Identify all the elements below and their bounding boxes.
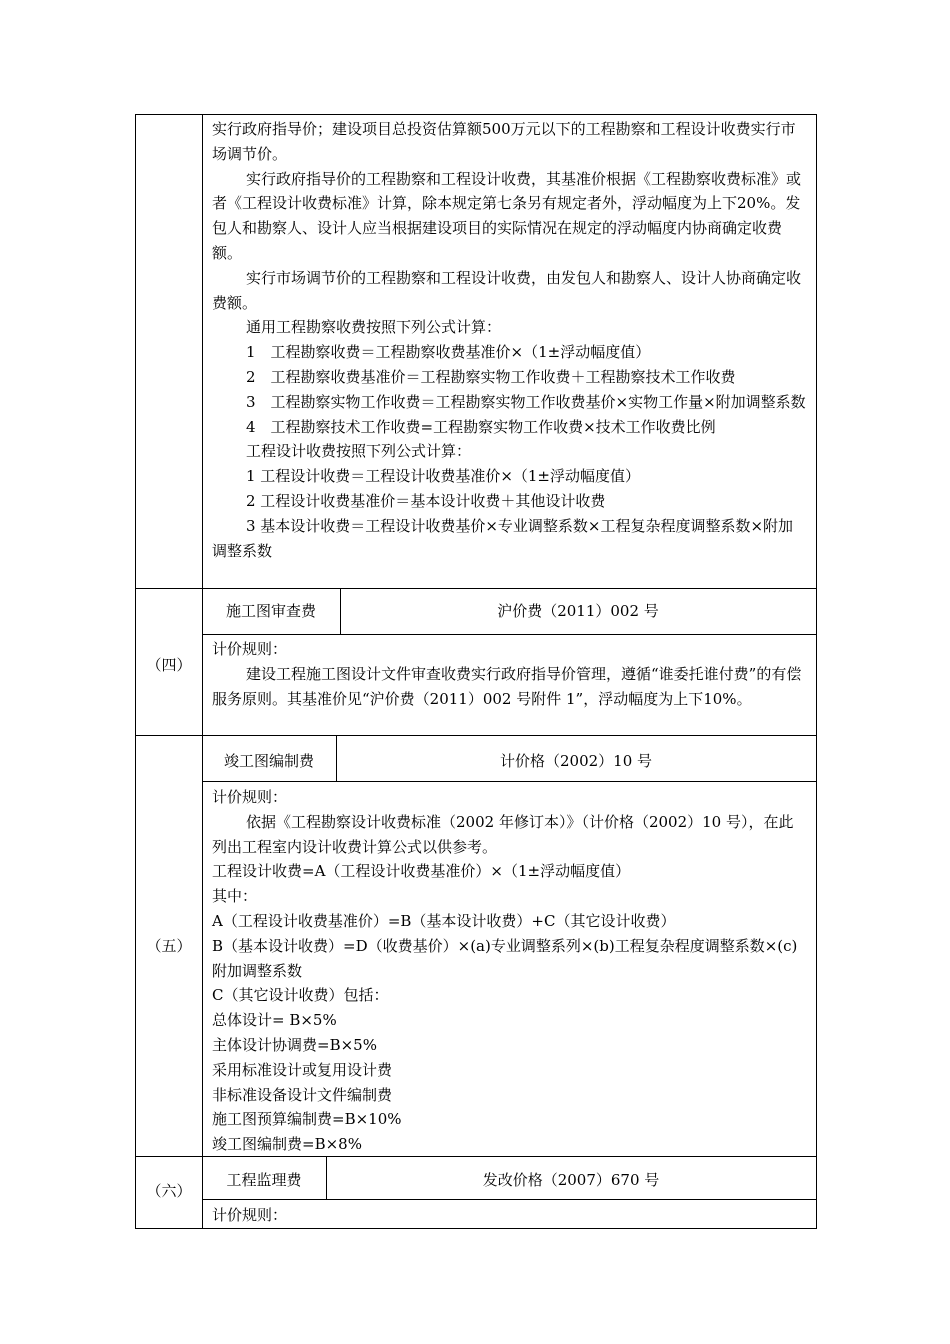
section-number: （五） [146,937,192,955]
formula-line: C（其它设计收费）包括： [212,986,389,1005]
row-divider [136,588,816,589]
formula-line: 2 工程勘察收费基准价＝工程勘察实物工作收费＋工程勘察技术工作收费 [246,367,736,386]
formula-line: 工程设计收费=A（工程设计收费基准价）×（1±浮动幅度值） [212,862,631,881]
fee-name: 竣工图编制费 [223,752,314,770]
fee-table [135,114,817,1229]
formula-line: 竣工图编制费=B×8% [212,1135,362,1154]
row-divider [136,735,816,736]
formula-line: 1 工程勘察收费＝工程勘察收费基准价×（1±浮动幅度值） [246,343,651,362]
fee-document: 发改价格（2007）670 号 [482,1171,660,1189]
rule-label: 计价规则： [212,1206,288,1224]
formula-line: 施工图预算编制费=B×10% [212,1110,402,1129]
paragraph: 依据《工程勘察设计收费标准（2002 年修订本）》（计价格（2002）10 号），在此列出工程室内设计收费计算公式以供参考。 [212,812,794,856]
formula-line: 主体设计协调费=B×5% [212,1035,377,1054]
section-number: （六） [146,1182,192,1200]
fee-name: 工程监理费 [226,1171,302,1189]
paragraph: 工程设计收费按照下列公式计算： [246,442,472,461]
rule-label: 计价规则： [212,788,288,806]
header-divider [202,634,816,635]
paragraph: 实行政府指导价；建设项目总投资估算额500万元以下的工程勘察和工程设计收费实行市场调节价。 [212,120,796,163]
formula-line: 3 基本设计收费＝工程设计收费基价×专业调整系数×工程复杂程度调整系数×附加调整系数 [212,516,794,560]
formula-line: B（基本设计收费）=D（收费基价）×(a)专业调整系列×(b)工程复杂程度调整系数×(c)附加调整系数 [212,936,798,980]
section4-rules [212,637,808,711]
section5-rules [212,785,808,1157]
section6-rules [212,1203,808,1228]
fee-document: 计价格（2002）10 号 [499,752,653,770]
formula-line: A（工程设计收费基准价）=B（基本设计收费）+C（其它设计收费） [212,911,676,930]
fee-document: 沪价费（2011）002 号 [497,602,659,620]
formula-line: 总体设计= B×5% [212,1011,337,1030]
formula-line: 非标准设备设计文件编制费 [212,1085,393,1104]
formula-line: 3 工程勘察实物工作收费＝工程勘察实物工作收费基价×实物工作量×附加调整系数 [246,392,806,411]
header-divider [202,1199,816,1200]
paragraph: 建设工程施工图设计文件审查收费实行政府指导价管理，遵循“谁委托谁付费”的有偿服务原则。其基准价见“沪价费（2011）002 号附件 1”，浮动幅度为上下10%。 [212,664,802,708]
section-continued-text [212,117,808,563]
column-divider [202,115,203,1228]
section-number: （四） [146,656,192,674]
formula-line: 采用标准设计或复用设计费 [212,1060,393,1079]
rule-label: 计价规则： [212,640,288,658]
formula-line: 2 工程设计收费基准价＝基本设计收费＋其他设计收费 [246,491,606,510]
paragraph: 通用工程勘察收费按照下列公式计算： [246,318,502,337]
paragraph: 实行市场调节价的工程勘察和工程设计收费，由发包人和勘察人、设计人协商确定收费额。 [212,268,802,312]
formula-line: 1 工程设计收费＝工程设计收费基准价×（1±浮动幅度值） [246,467,640,486]
header-divider [202,781,816,782]
paragraph: 实行政府指导价的工程勘察和工程设计收费，其基准价根据《工程勘察收费标准》或者《工程设计收费标准》计算，除本规定第七条另有规定者外，浮动幅度为上下20%。发包人和勘察人、设计人应当根据建设项目的实际情况在规定的浮动幅度内协商确定收费额。 [212,169,802,262]
formula-line: 4 工程勘察技术工作收费=工程勘察实物工作收费×技术工作收费比例 [246,417,716,436]
formula-line: 其中： [212,887,258,906]
fee-name: 施工图审查费 [225,602,316,620]
